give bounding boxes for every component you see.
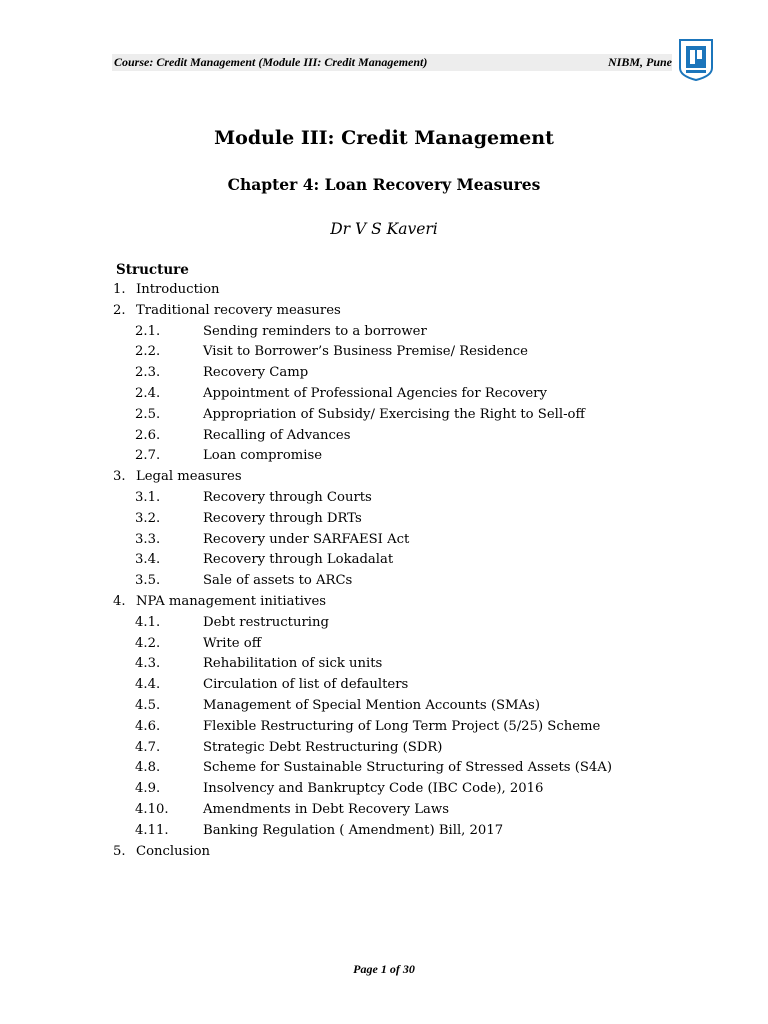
structure-item-number: 4.5. — [135, 697, 161, 713]
structure-item — [0, 717, 768, 738]
structure-item-number: 3.2. — [135, 510, 161, 526]
structure-item-number: 2.6. — [135, 427, 161, 443]
module-title: Module III: Credit Management — [214, 127, 554, 149]
structure-item-text: Recalling of Advances — [203, 427, 351, 443]
structure-item-number: 3.1. — [135, 489, 161, 505]
structure-item — [0, 342, 768, 363]
chapter-title: Chapter 4: Loan Recovery Measures — [227, 175, 541, 194]
structure-item — [0, 571, 768, 592]
header-institute: NIBM, Pune — [607, 55, 672, 69]
structure-item-text: Strategic Debt Restructuring (SDR) — [203, 739, 443, 755]
structure-item — [0, 613, 768, 634]
structure-item-number: 4.3. — [135, 656, 161, 672]
structure-item — [0, 696, 768, 717]
structure-item — [0, 675, 768, 696]
structure-item-text: Recovery under SARFAESI Act — [203, 531, 410, 547]
structure-item-text: Amendments in Debt Recovery Laws — [203, 801, 449, 817]
structure-item-text: Flexible Restructuring of Long Term Project (5/25) Scheme — [203, 718, 601, 734]
structure-item-number: 3.5. — [135, 573, 161, 589]
structure-item-number: 2.2. — [135, 344, 161, 360]
structure-item-text: Circulation of list of defaulters — [203, 677, 409, 693]
structure-item — [0, 842, 768, 863]
structure-item — [0, 280, 768, 301]
structure-item-number: 4. — [113, 593, 126, 609]
structure-item — [0, 634, 768, 655]
structure-item — [0, 800, 768, 821]
structure-heading: Structure — [116, 262, 189, 278]
structure-item — [0, 322, 768, 343]
structure-item — [0, 363, 768, 384]
structure-item-text: Conclusion — [136, 843, 211, 859]
header-course: Course: Credit Management (Module III: Credit Management) — [114, 55, 428, 69]
structure-item-text: NPA management initiatives — [136, 593, 327, 609]
structure-item-number: 4.2. — [135, 635, 161, 651]
structure-item-text: Management of Special Mention Accounts (SMAs) — [203, 697, 540, 713]
structure-item — [0, 758, 768, 779]
structure-item — [0, 488, 768, 509]
structure-item-number: 4.10. — [135, 801, 169, 817]
structure-item-number: 2.5. — [135, 406, 161, 422]
structure-item — [0, 384, 768, 405]
structure-item — [0, 550, 768, 571]
author-name: Dr V S Kaveri — [330, 220, 438, 238]
structure-item-number: 2. — [113, 302, 126, 318]
structure-item — [0, 592, 768, 613]
structure-item — [0, 738, 768, 759]
structure-item-text: Appointment of Professional Agencies for Recovery — [203, 385, 547, 401]
structure-item-text: Insolvency and Bankruptcy Code (IBC Code), 2016 — [203, 781, 544, 797]
structure-item-number: 4.1. — [135, 614, 161, 630]
structure-item-text: Sending reminders to a borrower — [203, 323, 427, 339]
structure-item-text: Recovery through DRTs — [203, 510, 362, 526]
structure-item — [0, 405, 768, 426]
structure-item-number: 3.3. — [135, 531, 161, 547]
structure-item-number: 5. — [113, 843, 126, 859]
structure-item — [0, 530, 768, 551]
page-number: Page 1 of 30 — [353, 962, 415, 976]
structure-item-number: 4.6. — [135, 718, 161, 734]
structure-item-text: Recovery through Courts — [203, 489, 372, 505]
structure-item-number: 1. — [113, 282, 126, 297]
structure-item-text: Sale of assets to ARCs — [203, 573, 353, 589]
structure-item-text: Loan compromise — [203, 448, 323, 464]
structure-item — [0, 779, 768, 800]
structure-item-text: Debt restructuring — [203, 614, 329, 630]
structure-list — [0, 280, 768, 862]
structure-item-number: 4.9. — [135, 781, 161, 797]
structure-item-number: 2.1. — [135, 323, 161, 339]
structure-item-number: 2.4. — [135, 385, 161, 401]
structure-item-number: 4.11. — [135, 822, 169, 838]
structure-item-text: Banking Regulation ( Amendment) Bill, 2017 — [203, 822, 504, 838]
structure-item — [0, 509, 768, 530]
structure-item — [0, 654, 768, 675]
structure-item-text: Rehabilitation of sick units — [203, 656, 383, 672]
structure-item-text: Recovery through Lokadalat — [203, 552, 394, 568]
structure-item-text: Traditional recovery measures — [136, 302, 341, 318]
structure-item — [0, 821, 768, 842]
structure-item-number: 3.4. — [135, 552, 161, 568]
structure-item-number: 2.7. — [135, 448, 161, 464]
structure-item-number: 4.4. — [135, 677, 161, 693]
nibm-logo-icon — [678, 38, 714, 82]
structure-item-text: Write off — [203, 635, 262, 651]
structure-item — [0, 426, 768, 447]
structure-item-number: 4.7. — [135, 739, 161, 755]
structure-item-text: Visit to Borrower’s Business Premise/ Residence — [203, 344, 528, 360]
structure-item-text: Legal measures — [136, 469, 242, 485]
structure-item-number: 2.3. — [135, 365, 161, 381]
structure-item-text: Appropriation of Subsidy/ Exercising the Right to Sell-off — [203, 406, 585, 422]
structure-item-number: 3. — [113, 469, 126, 485]
structure-item-text: Scheme for Sustainable Structuring of Stressed Assets (S4A) — [203, 760, 612, 776]
structure-item-text: Recovery Camp — [203, 365, 309, 381]
structure-item — [0, 467, 768, 488]
structure-item — [0, 301, 768, 322]
structure-item-number: 4.8. — [135, 760, 161, 776]
structure-item — [0, 446, 768, 467]
structure-item-text: Introduction — [136, 282, 220, 297]
